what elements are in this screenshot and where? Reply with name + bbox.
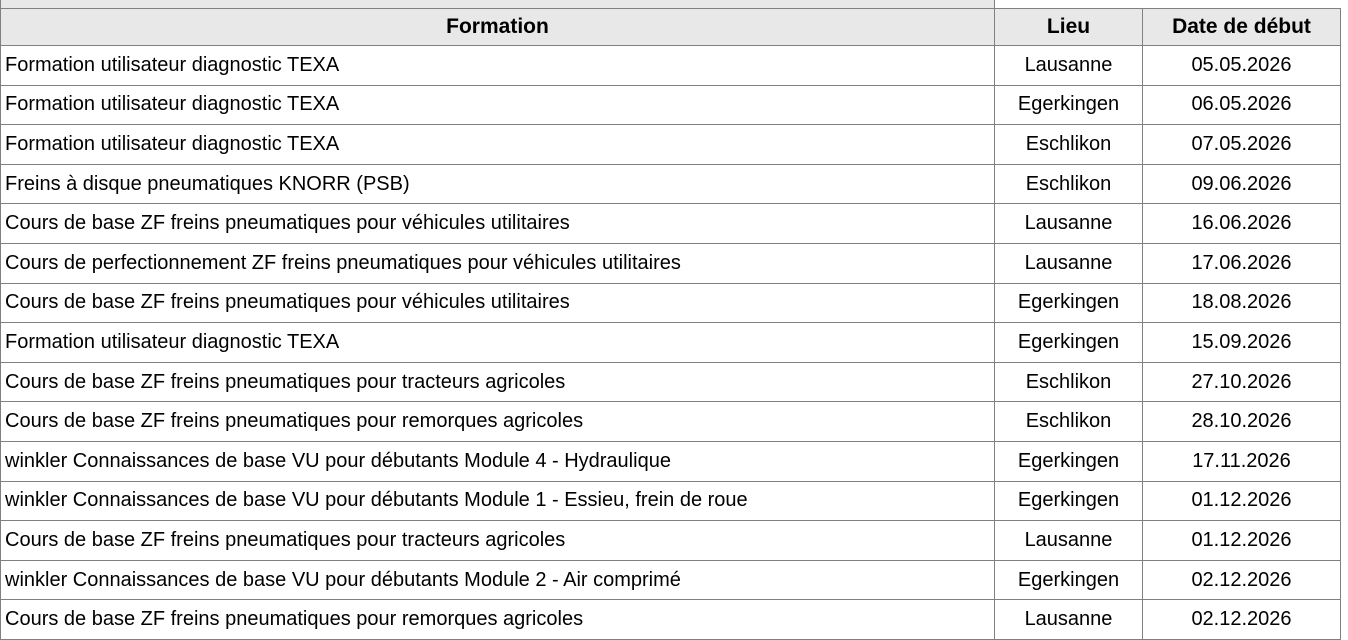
table-body: [1, 46, 1341, 640]
cell-date[interactable]: 15.09.2026: [1143, 323, 1341, 363]
cell-date[interactable]: 06.05.2026: [1143, 85, 1341, 125]
cell-date[interactable]: 05.05.2026: [1143, 46, 1341, 86]
table-header-row: [1, 9, 1341, 46]
cell-formation[interactable]: winkler Connaissances de base VU pour débutants Module 4 - Hydraulique: [1, 441, 995, 481]
cell-date[interactable]: 17.06.2026: [1143, 243, 1341, 283]
cell-formation[interactable]: Freins à disque pneumatiques KNORR (PSB): [1, 164, 995, 204]
cell-date[interactable]: 27.10.2026: [1143, 362, 1341, 402]
table-row[interactable]: [1, 283, 1341, 323]
column-header-formation[interactable]: Formation: [1, 9, 995, 46]
table-row[interactable]: [1, 323, 1341, 363]
cell-date[interactable]: 01.12.2026: [1143, 521, 1341, 561]
cell-formation[interactable]: Cours de perfectionnement ZF freins pneumatiques pour véhicules utilitaires: [1, 243, 995, 283]
cell-lieu[interactable]: Egerkingen: [995, 441, 1143, 481]
table-row[interactable]: [1, 402, 1341, 442]
table-row[interactable]: [1, 243, 1341, 283]
cell-date[interactable]: 01.12.2026: [1143, 481, 1341, 521]
cell-formation[interactable]: Cours de base ZF freins pneumatiques pour remorques agricoles: [1, 402, 995, 442]
cell-lieu[interactable]: Eschlikon: [995, 402, 1143, 442]
cell-lieu[interactable]: Lausanne: [995, 46, 1143, 86]
cell-lieu[interactable]: Egerkingen: [995, 481, 1143, 521]
table-row[interactable]: [1, 85, 1341, 125]
table-row[interactable]: [1, 164, 1341, 204]
top-strip-date: [1143, 0, 1341, 9]
cell-formation[interactable]: winkler Connaissances de base VU pour débutants Module 2 - Air comprimé: [1, 560, 995, 600]
cell-formation[interactable]: Formation utilisateur diagnostic TEXA: [1, 323, 995, 363]
cell-date[interactable]: 09.06.2026: [1143, 164, 1341, 204]
table-row[interactable]: [1, 441, 1341, 481]
top-strip-lieu: [995, 0, 1143, 9]
top-strip-formation: [1, 0, 995, 9]
cell-date[interactable]: 17.11.2026: [1143, 441, 1341, 481]
cell-lieu[interactable]: Lausanne: [995, 243, 1143, 283]
cell-formation[interactable]: Cours de base ZF freins pneumatiques pour véhicules utilitaires: [1, 283, 995, 323]
cell-lieu[interactable]: Eschlikon: [995, 125, 1143, 165]
cell-date[interactable]: 02.12.2026: [1143, 560, 1341, 600]
cell-formation[interactable]: Cours de base ZF freins pneumatiques pour tracteurs agricoles: [1, 362, 995, 402]
cell-lieu[interactable]: Eschlikon: [995, 164, 1143, 204]
cell-date[interactable]: 16.06.2026: [1143, 204, 1341, 244]
table-row[interactable]: [1, 46, 1341, 86]
cell-lieu[interactable]: Egerkingen: [995, 323, 1143, 363]
table-row[interactable]: [1, 481, 1341, 521]
cell-formation[interactable]: Formation utilisateur diagnostic TEXA: [1, 46, 995, 86]
cell-lieu[interactable]: Egerkingen: [995, 560, 1143, 600]
cell-lieu[interactable]: Eschlikon: [995, 362, 1143, 402]
table-row[interactable]: [1, 600, 1341, 640]
cell-date[interactable]: 07.05.2026: [1143, 125, 1341, 165]
cell-formation[interactable]: Formation utilisateur diagnostic TEXA: [1, 125, 995, 165]
column-header-date[interactable]: Date de début: [1143, 9, 1341, 46]
table-row[interactable]: [1, 204, 1341, 244]
cell-formation[interactable]: Cours de base ZF freins pneumatiques pour tracteurs agricoles: [1, 521, 995, 561]
column-header-lieu[interactable]: Lieu: [995, 9, 1143, 46]
cell-date[interactable]: 28.10.2026: [1143, 402, 1341, 442]
cell-formation[interactable]: Cours de base ZF freins pneumatiques pour remorques agricoles: [1, 600, 995, 640]
cell-formation[interactable]: Formation utilisateur diagnostic TEXA: [1, 85, 995, 125]
table-header: [1, 0, 1341, 46]
cell-lieu[interactable]: Lausanne: [995, 204, 1143, 244]
cell-lieu[interactable]: Lausanne: [995, 521, 1143, 561]
cell-date[interactable]: 02.12.2026: [1143, 600, 1341, 640]
cell-formation[interactable]: winkler Connaissances de base VU pour débutants Module 1 - Essieu, frein de roue: [1, 481, 995, 521]
table-row[interactable]: [1, 521, 1341, 561]
cell-formation[interactable]: Cours de base ZF freins pneumatiques pour véhicules utilitaires: [1, 204, 995, 244]
table-row[interactable]: [1, 362, 1341, 402]
table-top-strip: [1, 0, 1341, 9]
table-row[interactable]: [1, 560, 1341, 600]
table-row[interactable]: [1, 125, 1341, 165]
cell-lieu[interactable]: Egerkingen: [995, 85, 1143, 125]
cell-date[interactable]: 18.08.2026: [1143, 283, 1341, 323]
cell-lieu[interactable]: Lausanne: [995, 600, 1143, 640]
cell-lieu[interactable]: Egerkingen: [995, 283, 1143, 323]
